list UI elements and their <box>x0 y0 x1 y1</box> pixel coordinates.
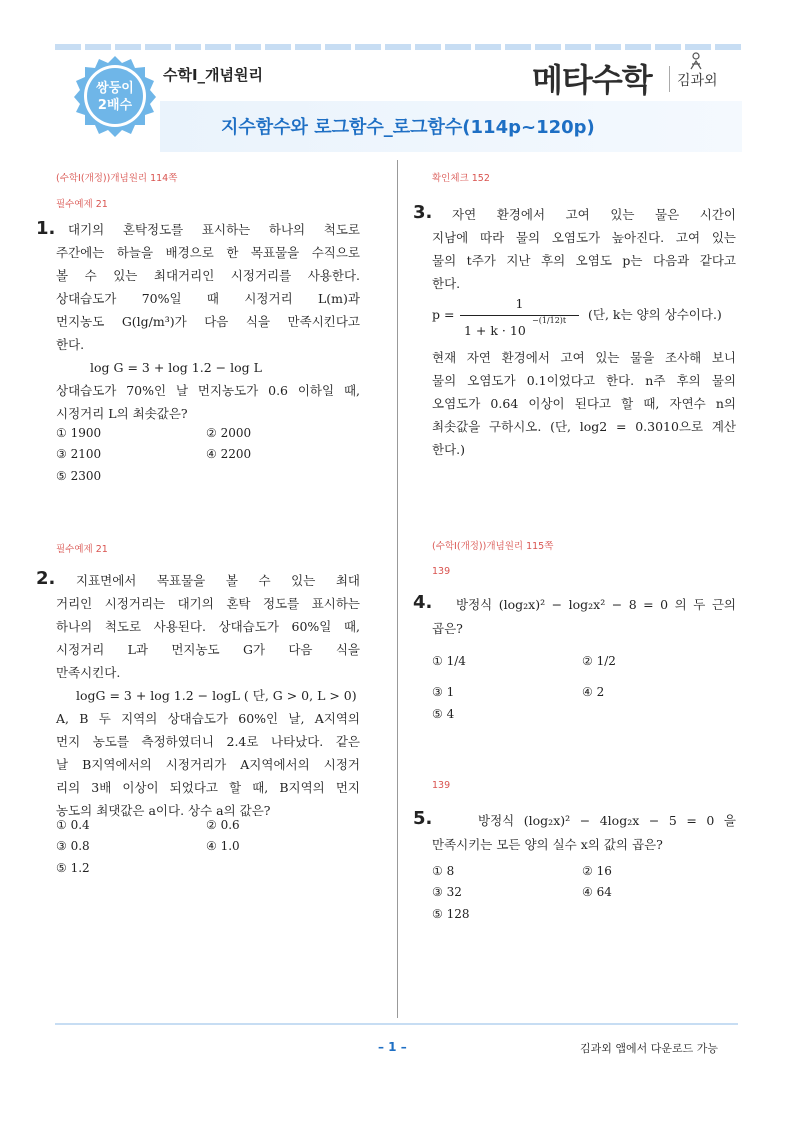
q2-stem-cont <box>56 592 360 822</box>
q3-formula-note: (단, k는 양의 상수이다.) <box>588 307 722 322</box>
q1-option[interactable]: ① 1900 <box>56 426 102 440</box>
q2-option[interactable]: ④ 1.0 <box>206 839 240 853</box>
q4-option[interactable]: ③ 1 <box>432 685 455 699</box>
q5-number: 5. <box>413 808 433 829</box>
badge-line2: 2배수 <box>97 98 133 113</box>
brand-logo: 메타수학 <box>532 61 652 99</box>
q3-line: 오염도가 0.64 이상이 된다고 할 때, 자연수 n의 <box>432 396 736 411</box>
footer-line <box>55 1023 738 1025</box>
q2-options <box>56 814 356 880</box>
q1-option[interactable]: ⑤ 2300 <box>56 469 102 483</box>
q5-tag: 139 <box>432 780 451 791</box>
q1-formula: log G = 3 + log 1.2 − log L <box>90 360 262 375</box>
q3-line: 한다.) <box>432 442 466 457</box>
q1-line: 상대습도가 70%일 때 시정거리 L(m)과 <box>56 291 360 306</box>
badge-seal-icon <box>74 55 156 137</box>
q1-number: 1. <box>36 218 56 239</box>
q2-option[interactable]: ③ 0.8 <box>56 839 90 853</box>
q4-options <box>432 650 732 725</box>
q4-tag: 139 <box>432 566 451 577</box>
q3-line: 물의 오염도가 0.1이었다고 한다. n주 후의 물의 <box>432 373 736 388</box>
q1-line: 볼 수 있는 최대거리인 시정거리를 사용한다. <box>56 268 360 283</box>
q5-stem-cont <box>432 833 736 856</box>
q2-line: 먼지 농도를 측정하였더니 2.4로 나타났다. 같은 <box>56 734 360 749</box>
badge-line1: 쌍둥이 <box>96 81 134 96</box>
q4-stem <box>456 593 736 616</box>
subject-label: 수학Ⅰ_개념원리 <box>163 66 264 84</box>
q2-line: 만족시킨다. <box>56 665 121 680</box>
q1-line: 먼지농도 G(lg/m³)가 다음 식을 만족시킨다고 <box>56 314 360 329</box>
q5-option[interactable]: ② 16 <box>582 864 612 878</box>
brand-sub-label: 김과외 <box>677 73 718 89</box>
q1-line: 한다. <box>56 337 85 352</box>
q2-line: 리의 3배 이상이 되었다고 할 때, B지역의 먼지 <box>56 780 360 795</box>
q4-option[interactable]: ① 1/4 <box>432 654 466 668</box>
page-title: 지수함수와 로그함수_로그함수(114p~120p) <box>221 117 595 138</box>
q1-option[interactable]: ③ 2100 <box>56 447 102 461</box>
q2-stem <box>76 569 360 592</box>
q2-line: 거리인 시정거리는 대기의 혼탁 정도를 표시하는 <box>56 596 360 611</box>
q2-option[interactable]: ⑤ 1.2 <box>56 861 90 875</box>
q3-stem-cont <box>432 226 736 295</box>
q1-stem <box>68 218 360 241</box>
q1-line: 대기의 혼탁정도를 표시하는 하나의 척도로 <box>68 222 360 237</box>
q1-options <box>56 422 356 488</box>
q2-line: 하나의 척도로 사용된다. 상대습도가 60%일 때, <box>56 619 360 634</box>
q1-source: (수학I(개정))개념원리 114쪽 <box>56 173 178 184</box>
q2-option[interactable]: ① 0.4 <box>56 818 90 832</box>
q4-option[interactable]: ② 1/2 <box>582 654 616 668</box>
q2-option[interactable]: ② 0.6 <box>206 818 240 832</box>
q5-option[interactable]: ① 8 <box>432 864 455 878</box>
q5-line: 방정식 (log₂x)² − 4log₂x − 5 = 0 을 <box>478 813 736 828</box>
q2-line: 시정거리 L과 먼지농도 G가 다음 식을 <box>56 642 360 657</box>
q1-tag: 필수예제 21 <box>56 199 108 210</box>
q1-option[interactable]: ② 2000 <box>206 426 252 440</box>
q2-line: 날 B지역에서의 시정거리가 A지역에서의 시정거 <box>56 757 360 772</box>
q4-stem-cont <box>432 617 736 640</box>
q2-tag: 필수예제 21 <box>56 544 108 555</box>
footer-note: 김과외 앱에서 다운로드 가능 <box>580 1042 719 1055</box>
q3-formula-exp: −(1/12)t <box>532 316 567 325</box>
q2-line: 지표면에서 목표물을 볼 수 있는 최대 <box>76 573 360 588</box>
q3-line: 물의 t주가 지난 후의 오염도 p는 다음과 같다고 <box>432 253 736 268</box>
q1-option[interactable]: ④ 2200 <box>206 447 252 461</box>
q5-stem <box>478 809 736 832</box>
q5-option[interactable]: ⑤ 128 <box>432 907 470 921</box>
q3-stem <box>452 203 736 226</box>
page-number: – 1 – <box>378 1040 407 1054</box>
q2-formula: logG = 3 + log 1.2 − logL ( 단, G > 0, L > 0) <box>76 688 357 703</box>
q3-formula-den: 1 + k · 10 <box>464 323 526 338</box>
brand-separator <box>669 66 670 92</box>
q5-options <box>432 860 732 926</box>
q2-number: 2. <box>36 568 56 589</box>
q4-source: (수학I(개정))개념원리 115쪽 <box>432 541 554 552</box>
q3-formula-lhs: p = <box>432 307 455 322</box>
q5-option[interactable]: ④ 64 <box>582 885 612 899</box>
q4-option[interactable]: ⑤ 4 <box>432 707 455 721</box>
q4-option[interactable]: ④ 2 <box>582 685 605 699</box>
q3-stem-2 <box>432 346 736 461</box>
q3-line: 자연 환경에서 고여 있는 물은 시간이 <box>452 207 736 222</box>
q3-line: 한다. <box>432 276 461 291</box>
q4-number: 4. <box>413 592 433 613</box>
q4-line: 곱은? <box>432 621 463 636</box>
q3-formula-num: 1 <box>515 296 524 311</box>
q2-line: 농도의 최댓값은 a이다. 상수 a의 값은? <box>56 803 271 818</box>
q3-number: 3. <box>413 202 433 223</box>
q4-line: 방정식 (log₂x)² − log₂x² − 8 = 0 의 두 근의 <box>456 597 736 612</box>
q3-line: 현재 자연 환경에서 고여 있는 물을 조사해 보니 <box>432 350 736 365</box>
q5-option[interactable]: ③ 32 <box>432 885 462 899</box>
person-icon <box>689 52 703 70</box>
q3-line: 지남에 따라 물의 오염도가 높아진다. 고여 있는 <box>432 230 736 245</box>
q1-line: 상대습도가 70%인 날 먼지농도가 0.6 이하일 때, <box>56 383 360 398</box>
q3-formula <box>432 296 736 342</box>
header-stripe <box>55 44 742 50</box>
q1-stem-cont <box>56 241 360 425</box>
q2-line: A, B 두 지역의 상대습도가 60%인 날, A지역의 <box>56 711 360 726</box>
q3-line: 최솟값을 구하시오. (단, log2 = 0.3010으로 계산 <box>432 419 736 434</box>
q3-source: 확인체크 152 <box>432 173 490 184</box>
q1-line: 시정거리 L의 최솟값은? <box>56 406 188 421</box>
q1-line: 주간에는 하늘을 배경으로 한 목표물을 수직으로 <box>56 245 360 260</box>
column-divider <box>397 160 398 1018</box>
q5-line: 만족시키는 모든 양의 실수 x의 값의 곱은? <box>432 837 663 852</box>
